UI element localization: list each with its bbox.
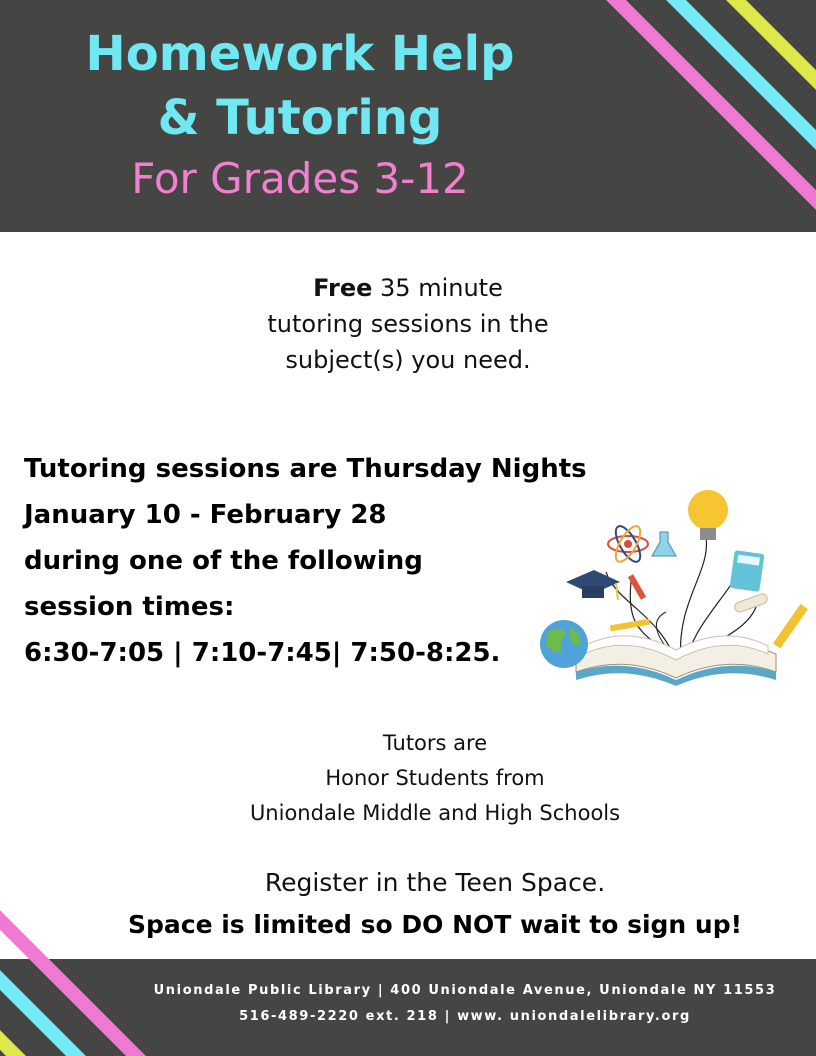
intro-text: [208, 270, 608, 378]
decorative-stripes-top: [596, 0, 816, 232]
header-band: [0, 0, 816, 232]
footer-contact: 516-489-2220 ext. 218 | www. uniondalelibrary.org: [239, 1009, 691, 1024]
decorative-stripes-bottom: [0, 900, 160, 1056]
intro-bold: Free: [313, 274, 373, 302]
intro-line-1: 35 minute: [372, 274, 503, 302]
title-line-1: Homework Help: [85, 26, 515, 82]
title-line-2: & Tutoring: [157, 90, 443, 146]
register-line-2: Space is limited so DO NOT wait to sign up!: [127, 910, 743, 939]
open-book-illustration-icon: [536, 482, 812, 688]
tutors-info: [210, 726, 660, 831]
session-line: January 10 - February 28: [24, 500, 387, 530]
footer-address: Uniondale Public Library | 400 Uniondale Avenue, Uniondale NY 11553: [153, 983, 777, 998]
session-line: Tutoring sessions are Thursday Nights: [24, 454, 587, 484]
session-line: session times:: [24, 592, 235, 622]
tutors-line: Uniondale Middle and High Schools: [249, 801, 621, 825]
session-line: during one of the following: [24, 546, 423, 576]
intro-line-2: tutoring sessions in the: [267, 310, 549, 338]
register-line-1: Register in the Teen Space.: [264, 868, 606, 897]
session-line: 6:30-7:05 | 7:10-7:45| 7:50-8:25.: [24, 638, 501, 668]
register-info: [100, 862, 770, 946]
tutors-line: Honor Students from: [325, 766, 545, 790]
intro-line-3: subject(s) you need.: [285, 346, 531, 374]
subtitle: For Grades 3-12: [131, 154, 469, 203]
tutors-line: Tutors are: [382, 731, 488, 755]
